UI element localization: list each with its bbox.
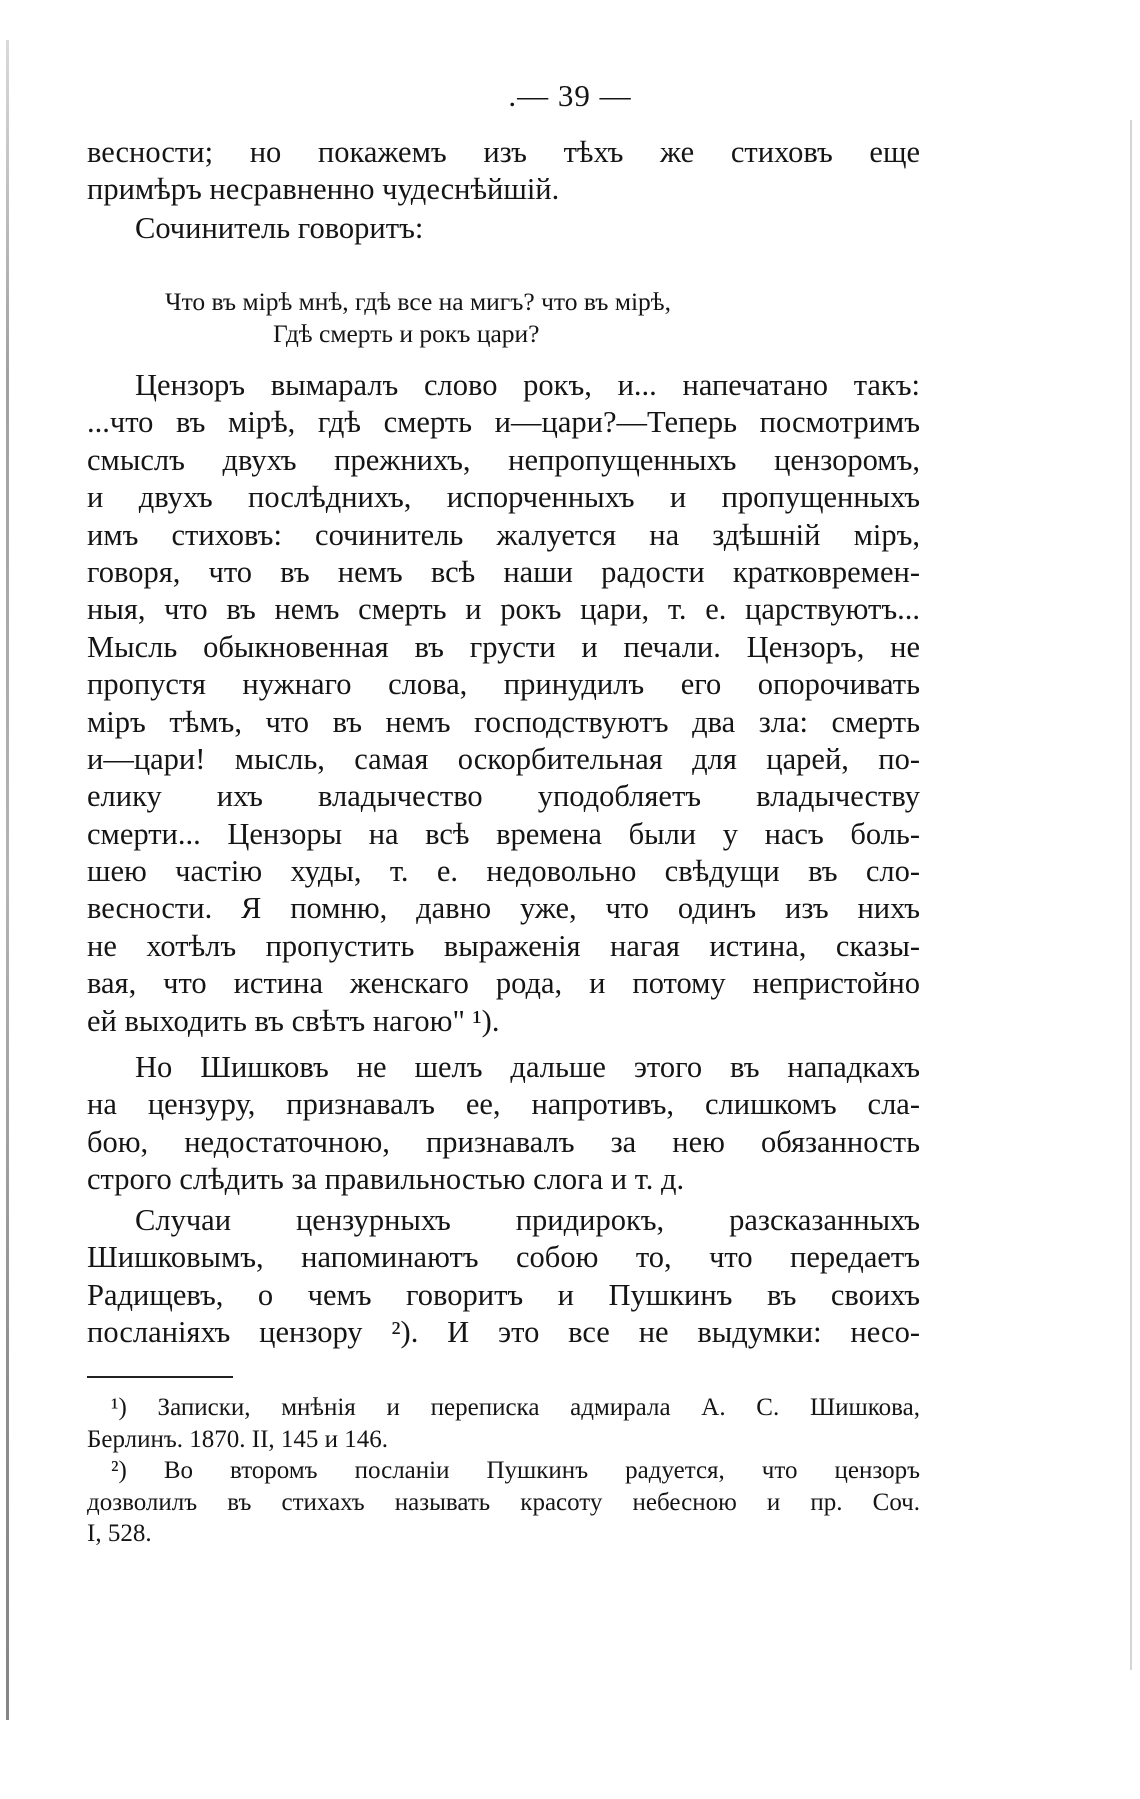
text-line: Шишковымъ, напоминаютъ собою то, что передаетъ <box>87 1240 920 1275</box>
text-line: смерти... Цензоры на всѣ времена были у насъ боль- <box>87 816 920 851</box>
text-line: ныя, что въ немъ смерть и рокъ цари, т. е. царствуютъ... <box>87 592 920 627</box>
verse-quote <box>165 286 671 350</box>
paragraph-1 <box>87 134 920 209</box>
text-line: Радищевъ, о чемъ говоритъ и Пушкинъ въ своихъ <box>87 1277 920 1312</box>
page-edge-shadow-left <box>6 40 9 1720</box>
page-number: .— 39 — <box>508 78 632 113</box>
text-line: міръ тѣмъ, что въ немъ господствуютъ два зла: смерть <box>87 704 920 739</box>
text-line: весности; но покажемъ изъ тѣхъ же стиховъ еще <box>87 135 920 169</box>
speaker-intro <box>87 210 920 247</box>
text-line: посланіяхъ цензору ²). И это все не выдумки: несо- <box>87 1315 920 1350</box>
text-line: Случаи цензурныхъ придирокъ, разсказанныхъ <box>135 1203 920 1237</box>
text-line: смыслъ двухъ прежнихъ, непропущенныхъ цензоромъ, <box>87 442 920 477</box>
footnote-line: дозволилъ въ стихахъ называть красоту небесною и пр. Соч. <box>87 1488 920 1516</box>
footnote-line: I, 528. <box>87 1520 152 1547</box>
footnote-line: ¹) Записки, мнѣнія и переписка адмирала А. С. Шишкова, <box>111 1394 920 1421</box>
page-edge-shadow-right <box>1130 120 1132 1670</box>
footnote-separator <box>87 1376 233 1378</box>
text-line: примѣръ несравненно чудеснѣйшій. <box>87 172 560 207</box>
text-line: и—цари! мысль, самая оскорбительная для царей, по- <box>87 741 920 776</box>
text-line: Цензоръ вымаралъ слово рокъ, и... напечатано такъ: <box>135 368 920 402</box>
text-line: пропустя нужнаго слова, принудилъ его опорочивать <box>87 667 920 702</box>
text-line: Мысль обыкновенная въ грусти и печали. Цензоръ, не <box>87 629 920 664</box>
paragraph-3 <box>87 1049 920 1199</box>
text-line: не хотѣлъ пропустить выраженія нагая истина, сказы- <box>87 928 920 963</box>
text-line: Но Шишковъ не шелъ дальше этого въ нападкахъ <box>135 1050 920 1084</box>
paragraph-2 <box>87 367 920 1040</box>
verse-line: Что въ мірѣ мнѣ, гдѣ все на мигъ? что въ мірѣ, <box>165 287 672 316</box>
text-line: строго слѣдить за правильностью слога и т. д. <box>87 1162 685 1197</box>
text-line: вая, что истина женскаго рода, и потому непристойно <box>87 966 920 1001</box>
footnote-line: Берлинъ. 1870. II, 145 и 146. <box>87 1425 389 1453</box>
text-line: имъ стиховъ: сочинитель жалуется на здѣшній міръ, <box>87 517 920 552</box>
text-line: на цензуру, признавалъ ее, напротивъ, слишкомъ сла- <box>87 1087 920 1122</box>
text-line: и двухъ послѣднихъ, испорченныхъ и пропущенныхъ <box>87 480 920 515</box>
paragraph-4 <box>87 1202 920 1352</box>
footnotes <box>87 1392 920 1550</box>
text-line: ей выходить въ свѣтъ нагою" ¹). <box>87 1003 500 1038</box>
text-line: елику ихъ владычество уподобляетъ владычеству <box>87 779 920 814</box>
text-line: шею частію худы, т. е. недовольно свѣдущи въ сло- <box>87 854 920 889</box>
text-line: Сочинитель говоритъ: <box>135 211 424 245</box>
text-line: говоря, что въ немъ всѣ наши радости кратковремен- <box>87 554 920 589</box>
text-line: весности. Я помню, давно уже, что одинъ изъ нихъ <box>87 891 920 926</box>
text-line: бою, недостаточною, признавалъ за нею обязанность <box>87 1124 920 1159</box>
footnote-line: ²) Во второмъ посланіи Пушкинъ радуется, что цензоръ <box>111 1457 920 1484</box>
verse-line: Гдѣ смерть и рокъ цари? <box>273 319 540 348</box>
text-line: ...что въ мірѣ, гдѣ смерть и—цари?—Теперь посмотримъ <box>87 405 920 440</box>
